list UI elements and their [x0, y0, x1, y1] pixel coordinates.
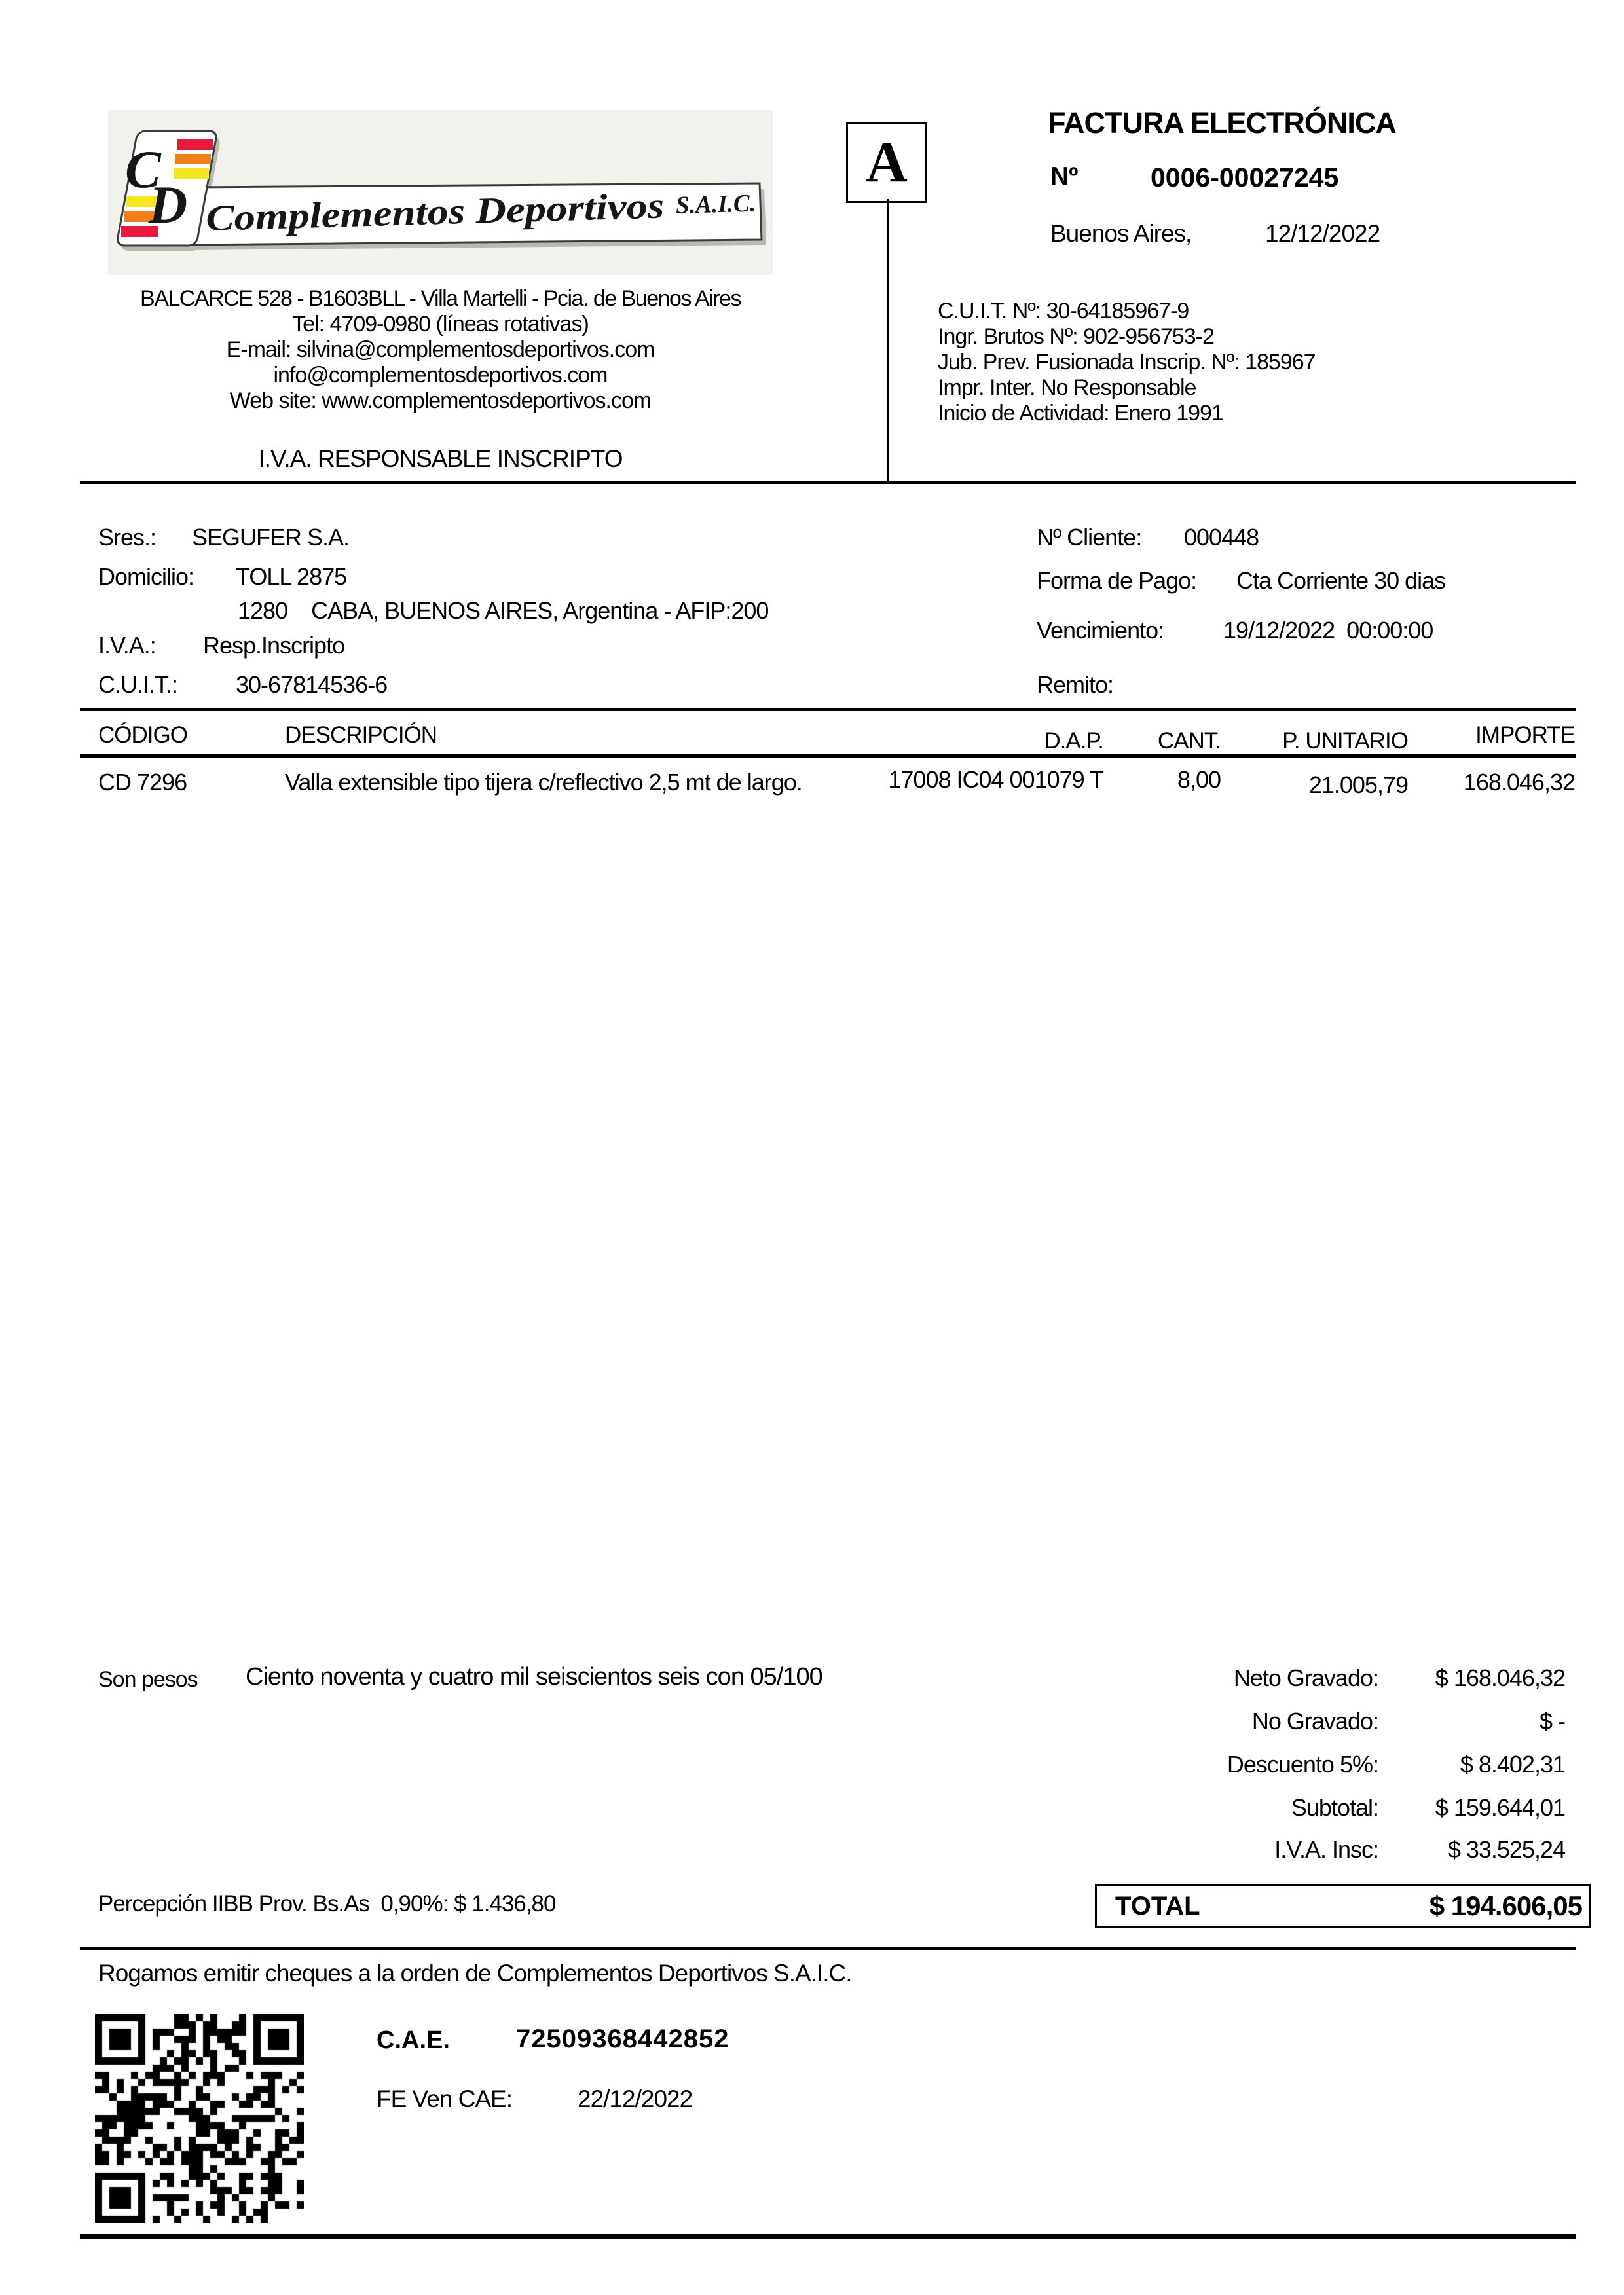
payment-value: Cta Corriente 30 dias: [1236, 567, 1446, 594]
customer-address-line1: TOLL 2875: [236, 563, 347, 590]
logo-monogram-c: C: [125, 139, 161, 199]
seller-phone-line: Tel: 4709-0980 (líneas rotativas): [292, 312, 589, 337]
totals-label: Neto Gravado:: [1233, 1664, 1378, 1691]
seller-fiscal-block: [938, 299, 1316, 426]
item-qty: 8,00: [1177, 766, 1221, 793]
letter-stem-line: [887, 199, 889, 483]
total-box: [1095, 1884, 1591, 1928]
seller-website-line: Web site: www.complementosdeportivos.com: [229, 388, 652, 414]
footer-rule: [80, 2234, 1576, 2239]
company-logo-art: [108, 110, 773, 275]
item-unit-price: 21.005,79: [1308, 771, 1408, 798]
due-label: Vencimiento:: [1037, 617, 1164, 644]
totals-label: Descuento 5%:: [1227, 1751, 1378, 1778]
logo-stripes-top: [174, 139, 213, 179]
totals-label: Subtotal:: [1291, 1794, 1378, 1821]
seller-email-line: E-mail: silvina@complementosdeportivos.com: [226, 337, 655, 363]
total-label: TOTAL: [1115, 1891, 1200, 1920]
qr-code: [95, 2014, 304, 2223]
seller-address-block: [108, 286, 773, 414]
logo-company-suffix: S.A.I.C.: [675, 189, 758, 219]
seller-cuit-line: C.U.I.T. Nº: 30-64185967-9: [938, 299, 1189, 323]
perception-line: Percepción IIBB Prov. Bs.As 0,90%: $ 1.436,80: [98, 1891, 556, 1917]
client-no-value: 000448: [1184, 524, 1259, 551]
customer-address-line2: 1280 CABA, BUENOS AIRES, Argentina - AFIP:200: [238, 597, 769, 624]
cae-value: 72509368442852: [516, 2025, 729, 2053]
totals-value: $ -: [1539, 1708, 1565, 1735]
customer-iva-value: Resp.Inscripto: [203, 632, 345, 659]
header-divider: [80, 481, 1576, 484]
seller-inicio-line: Inicio de Actividad: Enero 1991: [938, 401, 1223, 426]
item-amount: 168.046,32: [1463, 769, 1575, 796]
col-header-cant: CANT.: [1157, 728, 1221, 754]
cheque-note: Rogamos emitir cheques a la orden de Complementos Deportivos S.A.I.C.: [98, 1960, 852, 1987]
totals-value: $ 33.525,24: [1447, 1836, 1565, 1863]
totals-label: I.V.A. Insc:: [1274, 1836, 1378, 1863]
col-header-codigo: CÓDIGO: [98, 722, 187, 748]
invoice-number: 0006-00027245: [1151, 162, 1339, 193]
totals-value: $ 8.402,31: [1460, 1751, 1565, 1778]
company-logo: [108, 110, 773, 275]
invoice-letter: A: [866, 130, 908, 194]
item-code: CD 7296: [98, 769, 187, 796]
col-header-punitario: P. UNITARIO: [1282, 728, 1408, 754]
client-no-label: Nº Cliente:: [1037, 524, 1142, 551]
customer-cuit-value: 30-67814536-6: [236, 671, 388, 698]
col-header-descripcion: DESCRIPCIÓN: [285, 722, 437, 748]
customer-name: SEGUFER S.A.: [192, 524, 350, 551]
amount-words-text: Ciento noventa y cuatro mil seiscientos seis con 05/100: [246, 1663, 822, 1691]
totals-value: $ 159.644,01: [1435, 1794, 1565, 1821]
invoice-city: Buenos Aires,: [1050, 220, 1192, 247]
fe-ven-label: FE Ven CAE:: [377, 2085, 512, 2112]
totals-label: No Gravado:: [1251, 1708, 1378, 1735]
amount-words-prefix: Son pesos: [98, 1667, 198, 1692]
total-value: $ 194.606,05: [1429, 1890, 1582, 1921]
due-value: 19/12/2022 00:00:00: [1223, 617, 1433, 644]
seller-address-line: BALCARCE 528 - B1603BLL - Villa Martelli - Pcia. de Buenos Aires: [140, 286, 741, 311]
document-title: FACTURA ELECTRÓNICA: [1048, 106, 1396, 139]
totals-divider: [80, 1947, 1576, 1950]
col-header-importe: IMPORTE: [1475, 722, 1575, 748]
invoice-number-label: Nº: [1050, 162, 1079, 191]
fe-ven-date: 22/12/2022: [578, 2085, 693, 2112]
customer-iva-label: I.V.A.:: [98, 632, 156, 659]
seller-iibb-line: Ingr. Brutos Nº: 902-956753-2: [938, 324, 1214, 350]
remito-label: Remito:: [1037, 671, 1114, 698]
logo-company-name: Complementos Deportivos: [205, 187, 603, 239]
logo-monogram-d: D: [149, 175, 188, 234]
seller-jub-line: Jub. Prev. Fusionada Inscrip. Nº: 185967: [938, 350, 1316, 375]
table-top-rule: [80, 708, 1576, 711]
item-description: Valla extensible tipo tijera c/reflectivo 2,5 mt de largo.: [285, 769, 802, 796]
invoice-letter-box: [846, 122, 927, 203]
item-dap: 17008 IC04 001079 T: [888, 766, 1103, 793]
seller-iva-status: I.V.A. RESPONSABLE INSCRIPTO: [258, 445, 623, 472]
table-header-rule: [80, 754, 1576, 758]
totals-value: $ 168.046,32: [1435, 1664, 1565, 1691]
customer-domicilio-label: Domicilio:: [98, 563, 194, 590]
invoice-date: 12/12/2022: [1265, 220, 1380, 247]
customer-sres-label: Sres.:: [98, 524, 157, 551]
customer-cuit-label: C.U.I.T.:: [98, 671, 178, 698]
seller-email2-line: info@complementosdeportivos.com: [273, 363, 608, 388]
payment-label: Forma de Pago:: [1037, 567, 1197, 594]
col-header-dap: D.A.P.: [1044, 728, 1103, 754]
cae-label: C.A.E.: [377, 2027, 450, 2054]
seller-impr-line: Impr. Inter. No Responsable: [938, 375, 1196, 401]
